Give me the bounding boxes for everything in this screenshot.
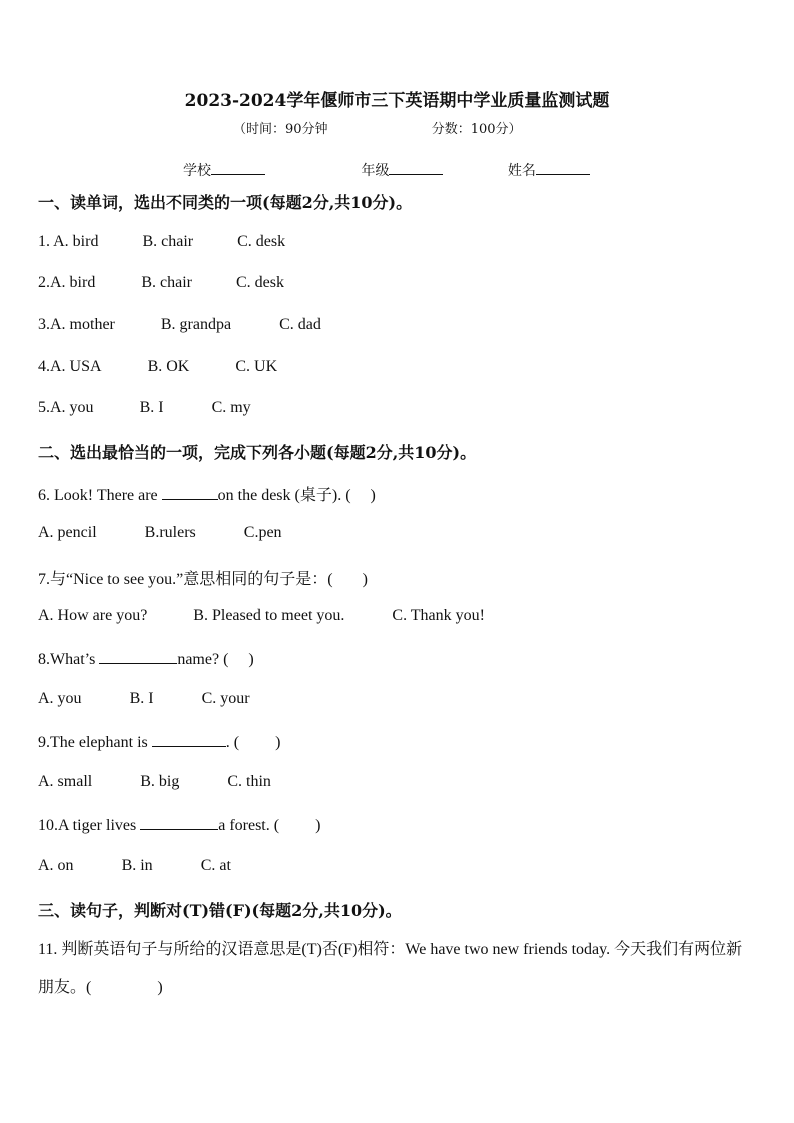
q10-option-a[interactable]: A. on (38, 857, 74, 874)
q6-option-a[interactable]: A. pencil (38, 524, 97, 541)
q7-option-c[interactable]: C. Thank you! (392, 607, 485, 624)
question-6 (38, 482, 376, 505)
q7-option-a[interactable]: A. How are you? (38, 607, 148, 624)
q2-option-a[interactable]: 2.A. bird (38, 274, 96, 291)
q7-option-b[interactable]: B. Pleased to meet you. (193, 607, 345, 624)
q4-option-a[interactable]: 4.A. USA (38, 358, 102, 375)
name-label: 姓名 (507, 163, 536, 179)
q7-stem: 7.与“Nice to see you.”意思相同的句子是：( (38, 571, 333, 588)
q8-option-c[interactable]: C. your (201, 690, 250, 707)
school-blank[interactable] (211, 162, 265, 175)
student-info (183, 160, 590, 180)
q10-stem-start: 10.A tiger lives (38, 817, 141, 834)
q9-option-a[interactable]: A. small (38, 773, 93, 790)
grade-label: 年级 (361, 163, 390, 179)
question-7 (38, 566, 368, 589)
q1-option-b[interactable]: B. chair (142, 233, 194, 250)
time-limit: （时间：90分钟 (233, 122, 328, 137)
q8-option-b[interactable]: B. I (129, 690, 154, 707)
q6-stem-end: on the desk (桌子). ( (217, 487, 351, 504)
q10-option-b[interactable]: B. in (121, 857, 153, 874)
q2-option-b[interactable]: B. chair (141, 274, 192, 291)
q6-answer-blank[interactable] (162, 485, 218, 500)
section-1-heading: 一、读单词，选出不同类的一项(每题2分,共10分)。 (38, 193, 413, 212)
q9-option-c[interactable]: C. thin (227, 773, 271, 790)
q2-option-c[interactable]: C. desk (235, 274, 284, 291)
section-3-heading: 三、读句子，判断对(T)错(F)(每题2分,共10分)。 (38, 901, 402, 920)
section-2-heading: 二、选出最恰当的一项，完成下列各小题(每题2分,共10分)。 (38, 443, 477, 462)
q1-option-c[interactable]: C. desk (237, 233, 286, 250)
q11-stem: 11. 判断英语句子与所给的汉语意思是(T)否(F)相符：We have two new friends today. 今天我们有两位新朋友。( (38, 941, 743, 996)
q4-option-b[interactable]: B. OK (147, 358, 190, 375)
q5-option-b[interactable]: B. I (139, 399, 164, 416)
name-field[interactable] (508, 160, 590, 180)
school-label: 学校 (183, 163, 211, 179)
question-10 (38, 815, 320, 835)
q8-stem-start: 8.What’s (38, 651, 100, 668)
question-7-options (38, 607, 485, 625)
q7-paren-close: ) (362, 571, 368, 588)
grade-field[interactable] (361, 160, 443, 180)
q3-option-a[interactable]: 3.A. mother (38, 316, 115, 333)
q6-paren-close: ) (370, 487, 376, 504)
q1-option-a[interactable]: 1. A. bird (38, 233, 99, 250)
grade-blank[interactable] (389, 162, 443, 175)
q9-stem-end: . ( (225, 734, 240, 751)
q9-stem-start: 9.The elephant is (38, 734, 152, 751)
q8-stem-end: name? ( (177, 651, 229, 668)
q9-paren-close: ) (275, 734, 281, 751)
question-4 (38, 358, 277, 376)
question-10-options (38, 857, 231, 875)
exam-title: 2023-2024学年偃师市三下英语期中学业质量监测试题 (184, 91, 610, 111)
question-5 (38, 399, 251, 417)
q10-answer-blank[interactable] (140, 815, 218, 830)
q6-stem-start: 6. Look! There are (38, 487, 162, 504)
school-field[interactable] (183, 160, 265, 180)
q6-option-c[interactable]: C.pen (243, 524, 282, 541)
q8-paren-close: ) (248, 651, 254, 668)
q3-option-b[interactable]: B. grandpa (160, 316, 232, 333)
question-9 (38, 732, 280, 752)
q10-stem-end: a forest. ( (218, 817, 280, 834)
name-blank[interactable] (536, 162, 590, 175)
q9-option-b[interactable]: B. big (140, 773, 180, 790)
q3-option-c[interactable]: C. dad (279, 316, 321, 333)
q6-option-b[interactable]: B.rulers (144, 524, 196, 541)
question-11 (38, 931, 758, 1007)
q8-option-a[interactable]: A. you (38, 690, 82, 707)
q11-paren-close: ) (157, 979, 163, 996)
q10-paren-close: ) (315, 817, 321, 834)
total-score: 分数：100分） (431, 122, 522, 137)
question-9-options (38, 773, 271, 791)
exam-meta (233, 118, 522, 137)
q5-option-a[interactable]: 5.A. you (38, 399, 94, 416)
q9-answer-blank[interactable] (152, 732, 226, 747)
question-3 (38, 316, 321, 334)
q4-option-c[interactable]: C. UK (235, 358, 278, 375)
q10-option-c[interactable]: C. at (200, 857, 231, 874)
question-8-options (38, 690, 250, 708)
question-6-options (38, 524, 282, 542)
question-8 (38, 649, 254, 669)
q5-option-c[interactable]: C. my (211, 399, 251, 416)
question-1 (38, 233, 285, 251)
q8-answer-blank[interactable] (99, 649, 177, 664)
question-2 (38, 274, 284, 292)
